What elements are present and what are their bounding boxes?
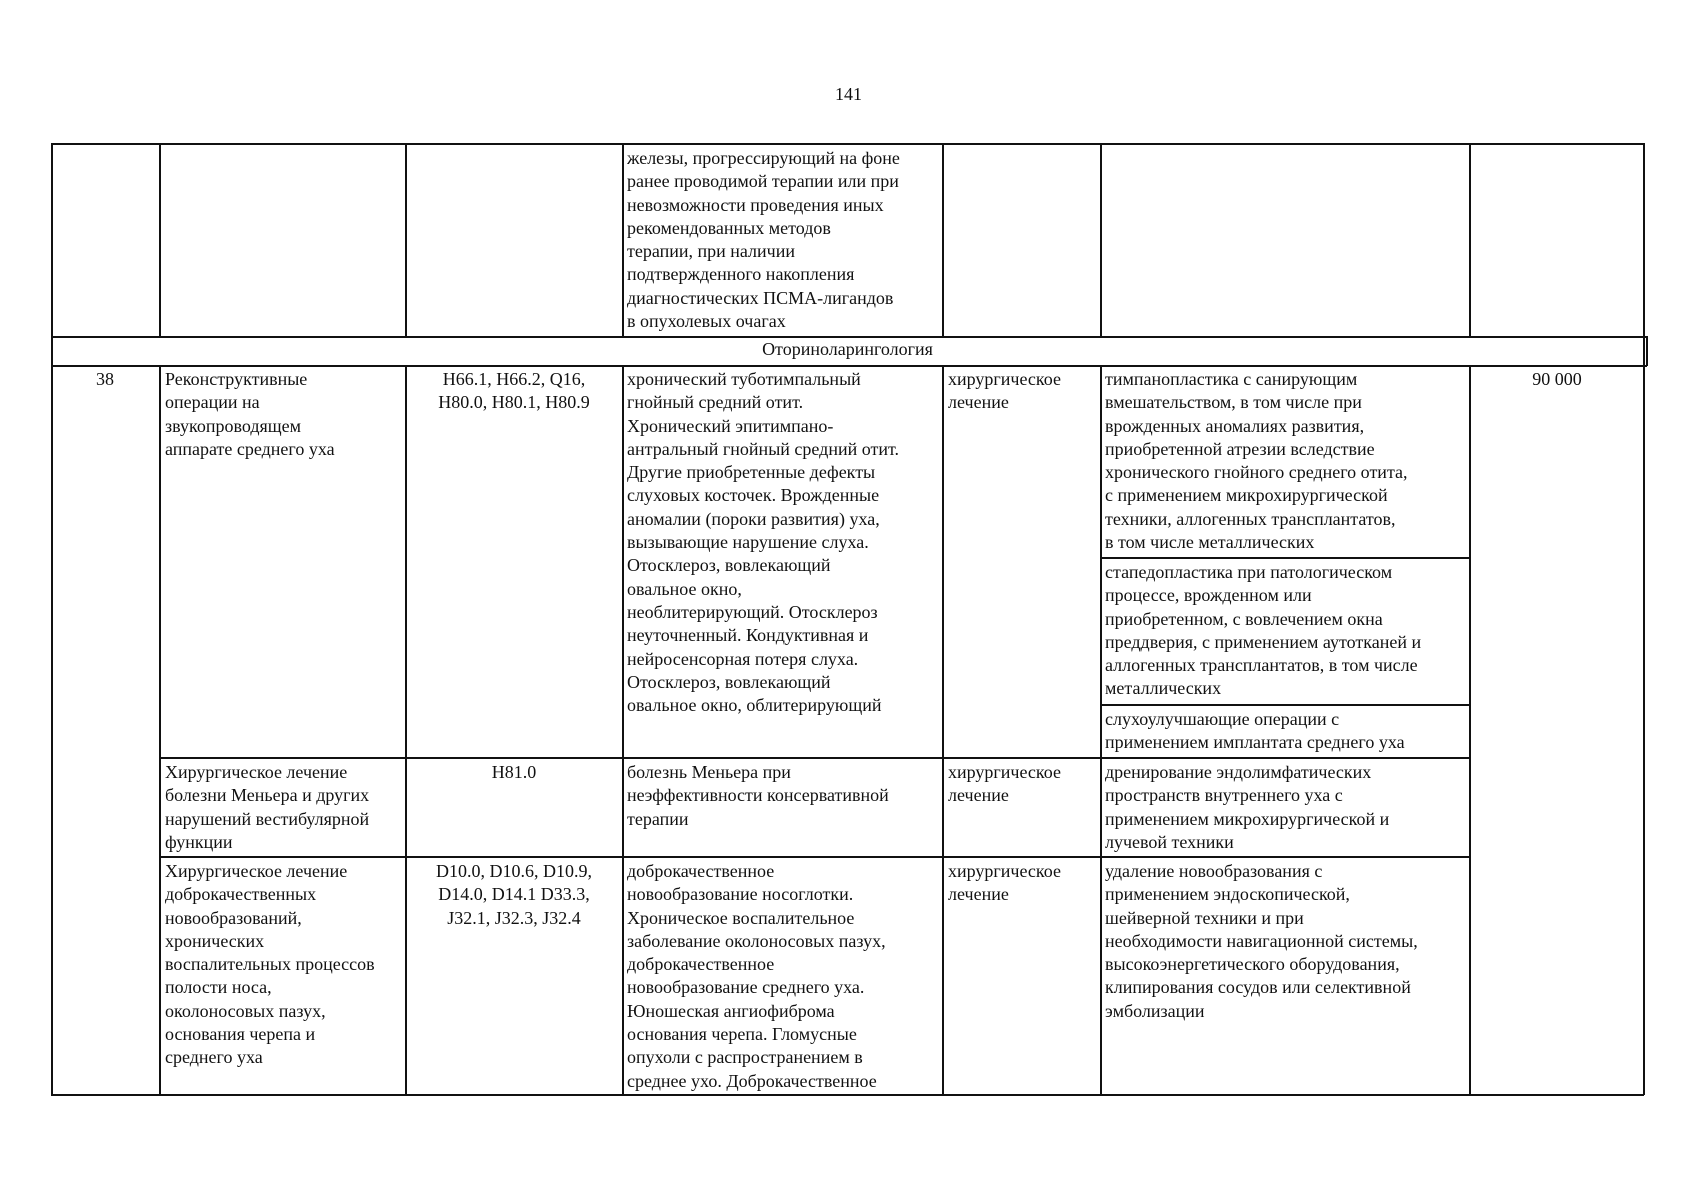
table-row-codes-cell: H66.1, H66.2, Q16, H80.0, H80.1, H80.9 <box>438 369 590 413</box>
table-row-treatment-cell: хирургическое лечение <box>948 861 1061 905</box>
table-row-method-cell: дренирование эндолимфатических пространств внутреннего уха с применением микрохирургической и лучевой техники <box>1105 762 1390 852</box>
table-row-name-cell: Хирургическое лечение доброкачественных новообразований, хронических воспалительных процессов полости носа, околоносовых пазух, основания черепа и среднего уха <box>165 861 375 1068</box>
table-row-condition-cell: хронический туботимпальный гнойный средний отит. Хронический эпитимпано- антральный гнойный средний отит. Другие приобретенные дефекты слуховых косточек. Врожденные аномалии (пороки развития) уха, вызывающие нарушение слуха. Отосклероз, вовлекающий овальное окно, необлитерирующий. Отосклероз неуточненный. Кондуктивная и нейросенсорная потеря слуха. Отосклероз, вовлекающий овальное окно, облитерирующий <box>627 369 899 716</box>
table-row-method-cell: тимпанопластика с санирующим вмешательством, в том числе при врожденных аномалиях развития, приобретенной атрезии вследствие хронического гнойного среднего отита, с применением микрохирургической техники, аллогенных трансплантатов, в том числе металлических <box>1105 369 1408 553</box>
table-row-condition-cell: доброкачественное новообразование носоглотки. Хроническое воспалительное заболевание околоносовых пазух, доброкачественное новообразование среднего уха. Юношеская ангиофиброма основания черепа. Гломусные опухоли с распространением в среднее ухо. Доброкачественное <box>627 861 886 1091</box>
table-row-name-cell: Хирургическое лечение болезни Меньера и других нарушений вестибулярной функции <box>165 762 370 852</box>
column-divider <box>622 143 624 337</box>
cost-cell: 90 000 <box>1532 369 1582 389</box>
table-row-codes-cell: H81.0 <box>491 762 537 782</box>
page-number: 141 <box>835 84 862 104</box>
table-row-method-cell: стапедопластика при патологическом процессе, врожденном или приобретенном, с вовлечением окна преддверия, с применением аутотканей и аллогенных трансплантатов, в том числе металлических <box>1105 562 1422 699</box>
column-divider <box>1469 365 1471 1095</box>
column-divider <box>1100 143 1102 337</box>
table-top-border <box>51 143 1644 145</box>
table-row-codes-cell: D10.0, D10.6, D10.9, D14.0, D14.1 D33.3, J32.1, J32.3, J32.4 <box>436 861 592 928</box>
column-divider <box>622 365 624 1095</box>
table-row-name-cell: Реконструктивные операции на звукопроводящем аппарате среднего уха <box>165 369 335 459</box>
table-left-border <box>51 143 53 1095</box>
table-row-treatment-cell: хирургическое лечение <box>948 762 1061 806</box>
column-divider <box>405 143 407 337</box>
column-divider <box>1100 365 1102 1095</box>
section-title: Оториноларингология <box>762 339 933 359</box>
continuation-condition-cell: железы, прогрессирующий на фоне ранее проводимой терапии или при невозможности проведения иных рекомендованных методов терапии, при наличии подтвержденного накопления диагностических ПСМА-лигандов в опухолевых очагах <box>627 148 900 332</box>
table-row-condition-cell: болезнь Меньера при неэффективности консервативной терапии <box>627 762 889 829</box>
section-row-right-border <box>1646 336 1648 366</box>
row-divider <box>159 757 1470 759</box>
section-row-bottom-border <box>51 365 1647 367</box>
group-number-cell: 38 <box>96 369 114 389</box>
column-divider <box>159 143 161 337</box>
table-row-treatment-cell: хирургическое лечение <box>948 369 1061 413</box>
method-divider <box>1100 704 1470 706</box>
method-divider <box>1100 557 1470 559</box>
table-right-border <box>1643 143 1645 1095</box>
column-divider <box>942 365 944 1095</box>
table-bottom-border <box>51 1094 1644 1096</box>
column-divider <box>405 365 407 1095</box>
table-row-method-cell: слухоулучшающие операции с применением имплантата среднего уха <box>1105 709 1405 753</box>
column-divider <box>942 143 944 337</box>
column-divider <box>159 365 161 1095</box>
table-row-method-cell: удаление новообразования с применением эндоскопической, шейверной техники и при необходимости навигационной системы, высокоэнергетического оборудования, клипирования сосудов или селективной эмболизации <box>1105 861 1418 1021</box>
row-divider <box>159 856 1470 858</box>
column-divider <box>1469 143 1471 337</box>
